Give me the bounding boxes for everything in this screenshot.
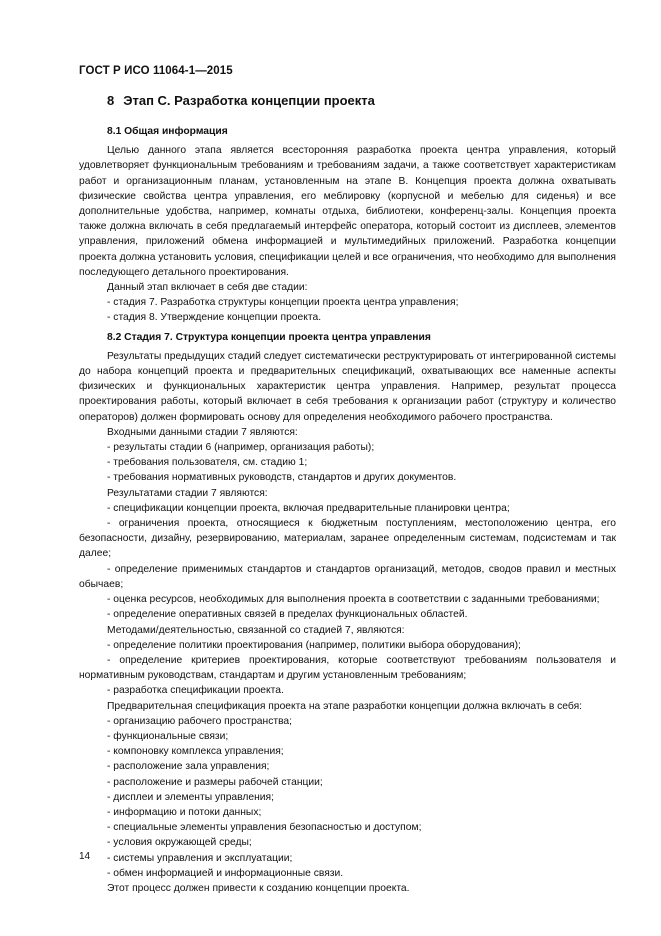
- standard-header: ГОСТ Р ИСО 11064-1—2015: [79, 65, 233, 77]
- list-item: - информацию и потоки данных;: [107, 806, 262, 818]
- list-item: - стадия 7. Разработка структуры концепции проекта центра управления;: [107, 297, 459, 309]
- list-item: - системы управления и эксплуатации;: [107, 852, 293, 864]
- list-item: - спецификации концепции проекта, включая предварительные планировки центра;: [107, 502, 510, 514]
- list-item: - определение политики проектирования (например, политики выбора оборудования);: [107, 639, 521, 651]
- paragraph: Целью данного этапа является всесторонняя разработка проекта центра управления, который удовлетворяет функциональным требованиям и требованиям задачи, а также соответствует характеристикам работ и организационным планам, установленным на этапе В. Концепция проекта должна охватывать физические свойства центра управления, его меблировку (корпусной и мебелью для сиденья) и все дополнительные удобства, например, комнаты отдыха, библиотеки, конференц-залы. Концепция проекта также должна включать в себя предлагаемый интерфейс оператора, который состоит из дисплеев, элементов управления, приложений обмена информацией и мультимедийных приложений. Разработка концепции проекта должна установить условия, спецификации целей и все ограничения, что необходимо для выполнения последующего детального проектирования.: [79, 145, 616, 278]
- paragraph: Результатами стадии 7 являются:: [107, 487, 268, 499]
- list-item: - компоновку комплекса управления;: [107, 746, 284, 758]
- list-item: - функциональные связи;: [107, 730, 229, 742]
- list-item: - организацию рабочего пространства;: [107, 715, 293, 727]
- list-item: - определение критериев проектирования, которые соответствуют требованиям пользователя и нормативным руководствам, стандартам и другим установленным требованиям;: [79, 654, 616, 682]
- subsection-heading: 8.1 Общая информация: [107, 126, 228, 137]
- list-item: - расположение и размеры рабочей станции;: [107, 776, 323, 788]
- list-item: - оценка ресурсов, необходимых для выполнения проекта в соответствии с заданными требованиями;: [107, 594, 600, 606]
- list-item: - требования пользователя, см. стадию 1;: [107, 457, 308, 469]
- list-item: - определение применимых стандартов и стандартов организаций, методов, сводов правил и местных обычаев;: [79, 563, 616, 590]
- list-item: - стадия 8. Утверждение концепции проекта.: [107, 312, 322, 324]
- list-item: - дисплеи и элементы управления;: [107, 791, 274, 803]
- paragraph: Методами/деятельностью, связанной со стадией 7, являются:: [107, 624, 405, 636]
- document-body: [79, 123, 616, 896]
- paragraph: Предварительная спецификация проекта на этапе разработки концепции должна включать в себя:: [107, 700, 583, 712]
- page-number: 14: [79, 851, 91, 862]
- section-title: Этап С. Разработка концепции проекта: [123, 93, 375, 108]
- list-item: - специальные элементы управления безопасностью и доступом;: [107, 822, 422, 834]
- list-item: - расположение зала управления;: [107, 761, 270, 773]
- list-item: - результаты стадии 6 (например, организация работы);: [107, 442, 375, 454]
- paragraph: Этот процесс должен привести к созданию концепции проекта.: [107, 882, 410, 894]
- list-item: - условия окружающей среды;: [107, 837, 252, 849]
- list-item: - определение оперативных связей в пределах функциональных областей.: [107, 609, 468, 621]
- paragraph: Входными данными стадии 7 являются:: [107, 426, 298, 438]
- section-number: 8: [107, 93, 115, 108]
- paragraph: Данный этап включает в себя две стадии:: [107, 282, 308, 294]
- list-item: - обмен информацией и информационные связи.: [107, 867, 344, 879]
- list-item: - ограничения проекта, относящиеся к бюджетным поступлениям, местоположению центра, его безопасности, дизайну, резервированию, материалам, заранее определенным системам, подсистемам и так далее;: [79, 518, 616, 560]
- list-item: - разработка спецификации проекта.: [107, 685, 284, 697]
- list-item: - требования нормативных руководств, стандартов и других документов.: [107, 472, 457, 484]
- section-heading: [107, 93, 375, 108]
- subsection-heading: 8.2 Стадия 7. Структура концепции проекта центра управления: [107, 331, 431, 343]
- paragraph: Результаты предыдущих стадий следует систематически реструктурировать от интегрированной системы до набора концепций проекта и предварительных спецификаций, охватывающих все наменные аспекты физических и функциональных характеристик центра управления. Например, результат процесса проектирования работы, который включает в себя требования к организации работ (структуру и количество операторов) должен формировать основу для определения необходимого рабочего пространства.: [79, 350, 616, 423]
